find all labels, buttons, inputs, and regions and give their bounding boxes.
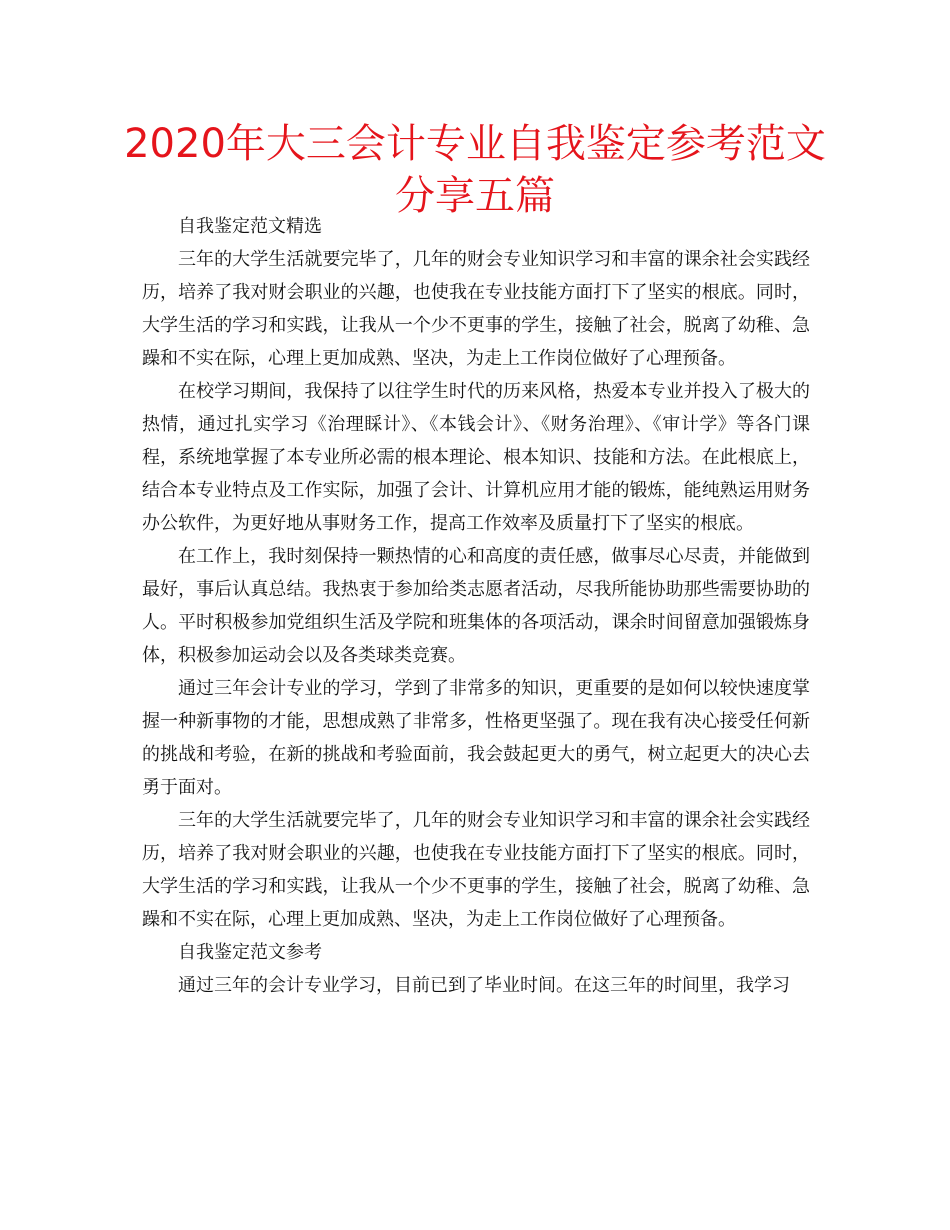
document-title: 2020年大三会计专业自我鉴定参考范文分享五篇 bbox=[124, 121, 826, 219]
paragraph: 通过三年会计专业的学习，学到了非常多的知识，更重要的是如何以较快速度掌握一种新事物的才能，思想成熟了非常多，性格更坚强了。现在我有决心接受任何新的挑战和考验，在新的挑战和考验面前，我会鼓起更大的勇气，树立起更大的决心去勇于面对。 bbox=[142, 678, 810, 798]
paragraph: 在工作上，我时刻保持一颗热情的心和高度的责任感，做事尽心尽责，并能做到最好，事后认真总结。我热衷于参加给类志愿者活动，尽我所能协助那些需要协助的人。平时积极参加党组织生活及学院和班集体的各项活动，课余时间留意加强锻炼身体，积极参加运动会以及各类球类竞赛。 bbox=[142, 546, 810, 666]
paragraph: 通过三年的会计专业学习，目前已到了毕业时间。在这三年的时间里，我学习 bbox=[178, 975, 790, 996]
paragraph: 三年的大学生活就要完毕了，几年的财会专业知识学习和丰富的课余社会实践经历，培养了我对财会职业的兴趣，也使我在专业技能方面打下了坚实的根底。同时，大学生活的学习和实践，让我从一个少不更事的学生，接触了社会，脱离了幼稚、急躁和不实在际，心理上更加成熟、坚决，为走上工作岗位做好了心理预备。 bbox=[142, 249, 810, 369]
paragraph-section-heading: 自我鉴定范文参考 bbox=[178, 942, 322, 963]
paragraph-section-heading: 自我鉴定范文精选 bbox=[178, 216, 322, 237]
paragraph: 三年的大学生活就要完毕了，几年的财会专业知识学习和丰富的课余社会实践经历，培养了我对财会职业的兴趣，也使我在专业技能方面打下了坚实的根底。同时，大学生活的学习和实践，让我从一个少不更事的学生，接触了社会，脱离了幼稚、急躁和不实在际，心理上更加成熟、坚决，为走上工作岗位做好了心理预备。 bbox=[142, 810, 810, 930]
document-body bbox=[142, 210, 810, 1002]
paragraph: 在校学习期间，我保持了以往学生时代的历来风格，热爱本专业并投入了极大的热情，通过扎实学习《治理睬计》、《本钱会计》、《财务治理》、《审计学》等各门课程，系统地掌握了本专业所必需的根本理论、根本知识、技能和方法。在此根底上，结合本专业特点及工作实际，加强了会计、计算机应用才能的锻炼，能纯熟运用财务办公软件，为更好地从事财务工作，提高工作效率及质量打下了坚实的根底。 bbox=[142, 381, 810, 534]
